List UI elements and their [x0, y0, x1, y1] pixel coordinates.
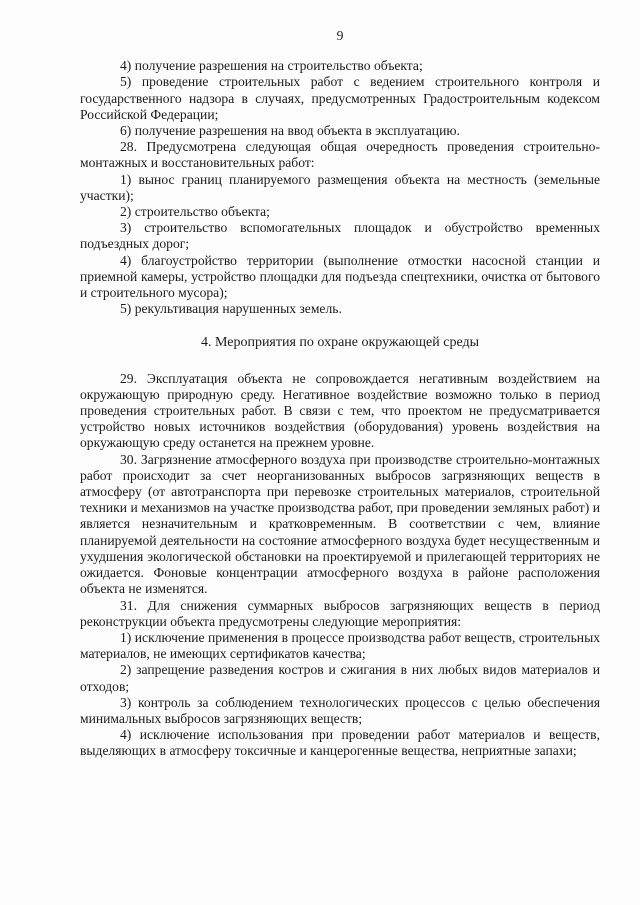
list-item: 3) контроль за соблюдением технологических процессов с целью обеспечения минимальных выбросов загрязняющих веществ; — [80, 694, 600, 726]
paragraph-31: 31. Для снижения суммарных выбросов загрязняющих веществ в период реконструкции объекта предусмотрены следующие мероприятия: — [80, 597, 600, 629]
paragraph-29: 29. Эксплуатация объекта не сопровождается негативным воздействием на окружающую природную среду. Негативное воздействие возможно только в период проведения строительных работ. В связи с тем, что проектом не предусматривается устройство новых источников воздействия (оборудования) уровень воздействия на оркужающую среду останется на прежнем уровне. — [80, 370, 600, 451]
section-heading: 4. Мероприятия по охране окружающей среды — [200, 335, 480, 351]
list-item: 5) рекультивация нарушенных земель. — [120, 301, 342, 317]
list-item: 6) получение разрешения на ввод объекта в эксплуатацию. — [120, 123, 460, 139]
list-item: 2) строительство объекта; — [120, 204, 270, 220]
list-item: 5) проведение строительных работ с ведением строительного контроля и государственного надзора в случаях, предусмотренных Градостроительным кодексом Российской Федерации; — [80, 74, 600, 122]
page-number: 9 — [336, 28, 344, 43]
list-item: 3) строительство вспомогательных площадок и обустройство временных подъездных дорог; — [80, 220, 600, 252]
list-item: 4) получение разрешения на строительство объекта; — [120, 58, 423, 74]
list-item: 1) исключение применения в процессе производства работ веществ, строительных материалов, не имеющих сертификатов качества; — [80, 629, 600, 662]
list-item: 2) запрещение разведения костров и сжигания в них любых видов материалов и отходов; — [80, 662, 600, 694]
paragraph-28: 28. Предусмотрена следующая общая очередность проведения строительно-монтажных и восстановительных работ: — [80, 139, 600, 171]
list-item: 4) благоустройство территории (выполнение отмостки насосной станции и приемной камеры, устройство площадки для подъезда спецтехники, очистка от бытового и строительного мусора); — [80, 252, 600, 301]
list-item: 4) исключение использования при проведении работ материалов и веществ, выделяющих в атмосферу токсичные и канцерогенные вещества, неприятные запахи; — [80, 727, 600, 759]
list-item: 1) вынос границ планируемого размещения объекта на местность (земельные участки); — [80, 171, 600, 203]
paragraph-30: 30. Загрязнение атмосферного воздуха при производстве строительно-монтажных работ происходит за счет неорганизованных выбросов загрязняющих веществ в атмосферу (от автотранспорта при перевозке строительных материалов, строительной техники и механизмов на участке производства работ, при проведении земляных работ) и является незначительным и кратковременным. В соответствии с чем, влияние планируемой деятельности на состояние атмосферного воздуха будет несущественным и ухудшения экологической обстановки на проектируемой и прилегающей территориях не ожидается. Фоновые концентрации атмосферного воздуха в районе расположения объекта не изменятся. — [80, 451, 600, 597]
